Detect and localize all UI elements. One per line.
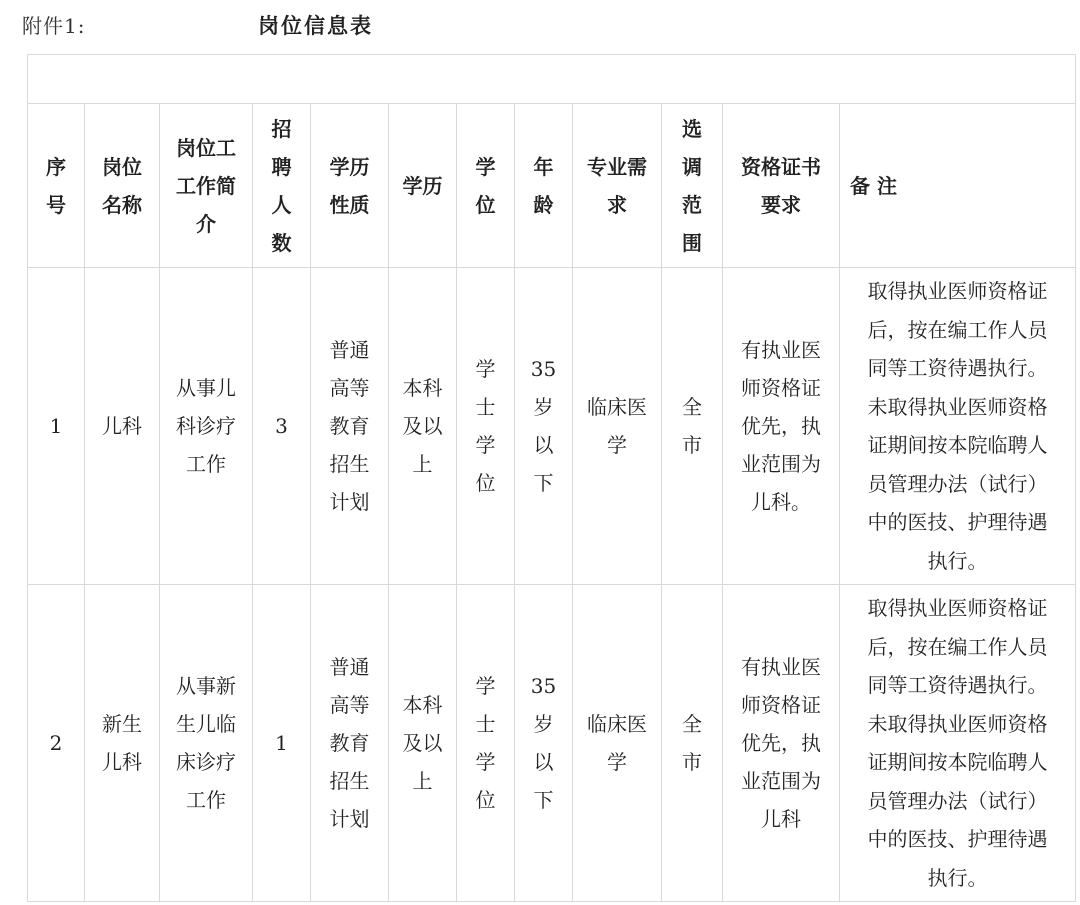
header-line: 范	[682, 192, 702, 217]
header-line: 序	[46, 154, 66, 179]
table-row	[28, 585, 1076, 902]
table-row	[28, 268, 1076, 585]
cell-line: 同等工资待遇执行。	[867, 673, 1048, 697]
cell-line: 未取得执业医师资格	[867, 711, 1048, 736]
document-title: 岗位信息表	[258, 13, 373, 38]
header-line: 名称	[102, 192, 142, 217]
cell-line: 上	[412, 769, 433, 793]
header-line: 数	[271, 230, 292, 255]
header-line: 岗位	[102, 154, 142, 179]
cell-line: 新生	[102, 712, 142, 736]
header-line: 围	[682, 230, 702, 255]
cell-recruit-scope	[662, 585, 723, 902]
cell-line: 2	[49, 731, 63, 755]
cell-age	[515, 268, 573, 585]
cell-line: 师资格证	[741, 693, 821, 717]
header-major	[573, 104, 662, 268]
header-line: 性质	[329, 192, 370, 217]
cell-line: 学	[607, 433, 627, 457]
cell-certificate	[723, 268, 840, 585]
cell-line: 中的医技、护理待遇	[867, 827, 1048, 851]
header-line: 岗位工	[176, 135, 236, 160]
header-line: 龄	[533, 192, 554, 217]
cell-line: 及以	[402, 414, 443, 438]
cell-line: 35	[530, 357, 557, 381]
header-line: 备 注	[850, 173, 897, 198]
cell-line: 1	[275, 731, 288, 755]
cell-line: 士	[475, 712, 496, 736]
cell-line: 位	[475, 471, 496, 495]
header-line: 招	[271, 116, 292, 141]
cell-line: 招生	[329, 769, 370, 793]
cell-line: 取得执业医师资格证	[867, 279, 1048, 303]
cell-job-description	[160, 268, 253, 585]
header-education	[389, 104, 457, 268]
header-seq	[28, 104, 85, 268]
cell-line: 科诊疗	[176, 414, 236, 438]
cell-line: 本科	[402, 376, 443, 400]
cell-remarks	[840, 268, 1076, 585]
header-line: 年	[533, 154, 554, 179]
cell-line: 执行。	[927, 548, 988, 573]
cell-line: 普通	[329, 338, 370, 362]
cell-line: 学	[607, 750, 627, 774]
header-certificate	[723, 104, 840, 268]
header-education-type	[311, 104, 389, 268]
cell-line: 取得执业医师资格证	[867, 596, 1048, 620]
cell-line: 计划	[329, 807, 370, 831]
cell-line: 员管理办法（试行）	[867, 471, 1048, 496]
cell-position-name	[85, 585, 160, 902]
cell-line: 3	[275, 414, 288, 438]
cell-degree	[457, 585, 515, 902]
header-degree	[457, 104, 515, 268]
header-line: 位	[475, 192, 496, 217]
cell-line: 儿科	[102, 414, 142, 438]
header-line: 学	[475, 154, 496, 179]
cell-line: 生儿临	[176, 712, 236, 736]
cell-line: 以	[533, 750, 554, 774]
cell-line: 优先，执	[741, 731, 821, 755]
cell-line: 有执业医	[741, 338, 821, 362]
cell-line: 下	[533, 788, 554, 812]
header-row	[28, 104, 1076, 268]
cell-headcount	[253, 268, 311, 585]
cell-line: 市	[682, 750, 702, 774]
header-remarks	[840, 104, 1076, 268]
cell-line: 招生	[329, 452, 370, 476]
cell-line: 有执业医	[741, 655, 821, 679]
cell-line: 1	[49, 414, 63, 438]
cell-line: 业范围为	[741, 769, 821, 793]
header-headcount	[253, 104, 311, 268]
header-job-description	[160, 104, 253, 268]
cell-line: 执行。	[927, 865, 988, 890]
cell-remarks	[840, 585, 1076, 902]
header-line: 人	[271, 192, 292, 217]
header-position-name	[85, 104, 160, 268]
cell-line: 临床医	[587, 395, 647, 419]
cell-certificate	[723, 585, 840, 902]
cell-line: 教育	[329, 731, 370, 755]
cell-line: 35	[530, 674, 557, 698]
cell-education-type	[311, 585, 389, 902]
cell-line: 同等工资待遇执行。	[867, 356, 1048, 380]
cell-major	[573, 585, 662, 902]
cell-line: 岁	[533, 712, 554, 736]
cell-job-description	[160, 585, 253, 902]
cell-line: 从事新	[176, 674, 236, 698]
header-recruit-scope	[662, 104, 723, 268]
cell-line: 临床医	[587, 712, 647, 736]
header-line: 号	[46, 192, 66, 217]
cell-line: 后，按在编工作人员	[867, 634, 1048, 659]
cell-line: 市	[682, 433, 702, 457]
cell-education-type	[311, 268, 389, 585]
cell-position-name	[85, 268, 160, 585]
cell-degree	[457, 268, 515, 585]
cell-line: 后，按在编工作人员	[867, 317, 1048, 342]
cell-line: 工作	[186, 788, 226, 812]
cell-line: 下	[533, 471, 554, 495]
cell-seq	[28, 585, 85, 902]
job-info-table	[27, 54, 1076, 902]
cell-line: 优先，执	[741, 414, 821, 438]
header-line: 资格证书	[741, 154, 821, 179]
cell-seq	[28, 268, 85, 585]
cell-line: 儿科	[102, 750, 142, 774]
cell-line: 普通	[329, 655, 370, 679]
cell-line: 高等	[329, 376, 370, 400]
cell-line: 教育	[329, 414, 370, 438]
cell-line: 从事儿	[176, 376, 236, 400]
cell-line: 师资格证	[741, 376, 821, 400]
cell-line: 位	[475, 788, 496, 812]
cell-line: 本科	[402, 693, 443, 717]
cell-line: 学	[475, 750, 496, 774]
blank-cell	[28, 55, 1076, 104]
cell-line: 中的医技、护理待遇	[867, 510, 1048, 534]
cell-major	[573, 268, 662, 585]
cell-education	[389, 585, 457, 902]
cell-line: 儿科	[761, 807, 801, 831]
annex-label: 附件1:	[22, 14, 86, 38]
cell-line: 及以	[402, 731, 443, 755]
header-line: 聘	[271, 154, 292, 179]
header-line: 学历	[329, 154, 370, 179]
header-line: 学历	[402, 173, 443, 198]
header-line: 选	[682, 116, 702, 141]
cell-line: 未取得执业医师资格	[867, 394, 1048, 419]
cell-line: 学	[475, 674, 496, 698]
cell-line: 业范围为	[741, 452, 821, 476]
cell-line: 以	[533, 433, 554, 457]
header-line: 工作简	[176, 173, 236, 198]
cell-age	[515, 585, 573, 902]
cell-line: 证期间按本院临聘人	[867, 433, 1048, 457]
blank-row	[28, 55, 1076, 104]
cell-line: 计划	[329, 490, 370, 514]
cell-line: 学	[475, 357, 496, 381]
header-line: 介	[196, 211, 216, 236]
header-line: 求	[607, 192, 627, 217]
cell-line: 岁	[533, 395, 554, 419]
cell-recruit-scope	[662, 268, 723, 585]
header-line: 专业需	[587, 154, 647, 179]
cell-line: 学	[475, 433, 496, 457]
header-age	[515, 104, 573, 268]
cell-education	[389, 268, 457, 585]
cell-line: 床诊疗	[176, 750, 236, 774]
header-line: 调	[682, 154, 702, 179]
cell-line: 工作	[186, 452, 226, 476]
cell-line: 上	[412, 452, 433, 476]
cell-line: 全	[682, 395, 702, 419]
cell-headcount	[253, 585, 311, 902]
cell-line: 高等	[329, 693, 370, 717]
cell-line: 证期间按本院临聘人	[867, 750, 1048, 774]
cell-line: 员管理办法（试行）	[867, 788, 1048, 813]
header-line: 要求	[761, 192, 801, 217]
cell-line: 全	[682, 712, 702, 736]
cell-line: 士	[475, 395, 496, 419]
cell-line: 儿科。	[751, 490, 811, 514]
